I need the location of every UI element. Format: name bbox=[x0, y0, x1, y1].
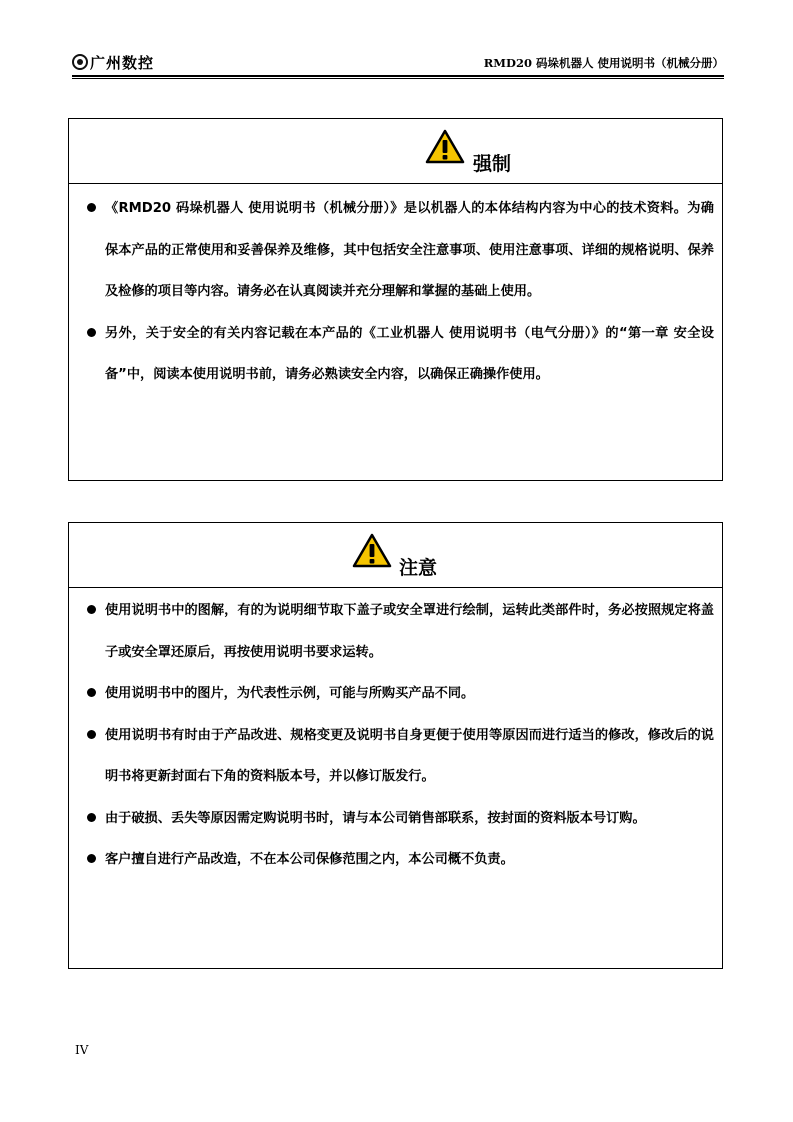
page-number: IV bbox=[75, 1043, 89, 1057]
bullet-icon bbox=[87, 605, 96, 614]
list-item: 使用说明书有时由于产品改进、规格变更及说明书自身更便于使用等原因而进行适当的修改，修改后的说明书将更新封面右下角的资料版本号，并以修订版发行。 bbox=[79, 715, 714, 798]
list-item: 客户擅自进行产品改造，不在本公司保修范围之内，本公司概不负责。 bbox=[79, 839, 714, 881]
bullet-icon bbox=[87, 203, 96, 212]
mandatory-list bbox=[69, 184, 722, 396]
logo-text: 广州数控 bbox=[90, 53, 155, 72]
bullet-icon bbox=[87, 813, 96, 822]
header-divider bbox=[72, 75, 724, 77]
list-item: 《RMD20 码垛机器人 使用说明书（机械分册）》是以机器人的本体结构内容为中心的技术资料。为确保本产品的正常使用和妥善保养及维修，其中包括安全注意事项、使用注意事项、详细的规格说明、保养及检修的项目等内容。请务必在认真阅读并充分理解和掌握的基础上使用。 bbox=[79, 188, 714, 313]
caution-header bbox=[69, 523, 722, 588]
list-item: 使用说明书中的图片，为代表性示例，可能与所购买产品不同。 bbox=[79, 673, 714, 715]
bullet-icon bbox=[87, 328, 96, 337]
caution-notice-box bbox=[68, 522, 723, 969]
bullet-icon bbox=[87, 730, 96, 739]
mandatory-title: 强制 bbox=[473, 153, 512, 175]
list-item: 由于破损、丢失等原因需定购说明书时，请与本公司销售部联系，按封面的资料版本号订购。 bbox=[79, 798, 714, 840]
company-logo bbox=[72, 52, 154, 72]
caution-title: 注意 bbox=[399, 557, 438, 579]
bullet-icon bbox=[87, 688, 96, 697]
header-divider-thin bbox=[72, 78, 724, 79]
logo-icon bbox=[72, 54, 88, 70]
mandatory-header bbox=[69, 119, 722, 184]
page-header bbox=[72, 52, 724, 74]
list-item: 另外，关于安全的有关内容记载在本产品的《工业机器人 使用说明书（电气分册）》的“第一章 安全设备”中，阅读本使用说明书前，请务必熟读安全内容，以确保正确操作使用。 bbox=[79, 313, 714, 396]
bullet-icon bbox=[87, 854, 96, 863]
warning-triangle-icon bbox=[352, 533, 392, 569]
document-title: RMD20 码垛机器人 使用说明书（机械分册） bbox=[483, 56, 724, 70]
mandatory-notice-box bbox=[68, 118, 723, 481]
warning-triangle-icon bbox=[425, 129, 465, 165]
list-item: 使用说明书中的图解，有的为说明细节取下盖子或安全罩进行绘制，运转此类部件时，务必按照规定将盖子或安全罩还原后，再按使用说明书要求运转。 bbox=[79, 590, 714, 673]
caution-list bbox=[69, 588, 722, 881]
